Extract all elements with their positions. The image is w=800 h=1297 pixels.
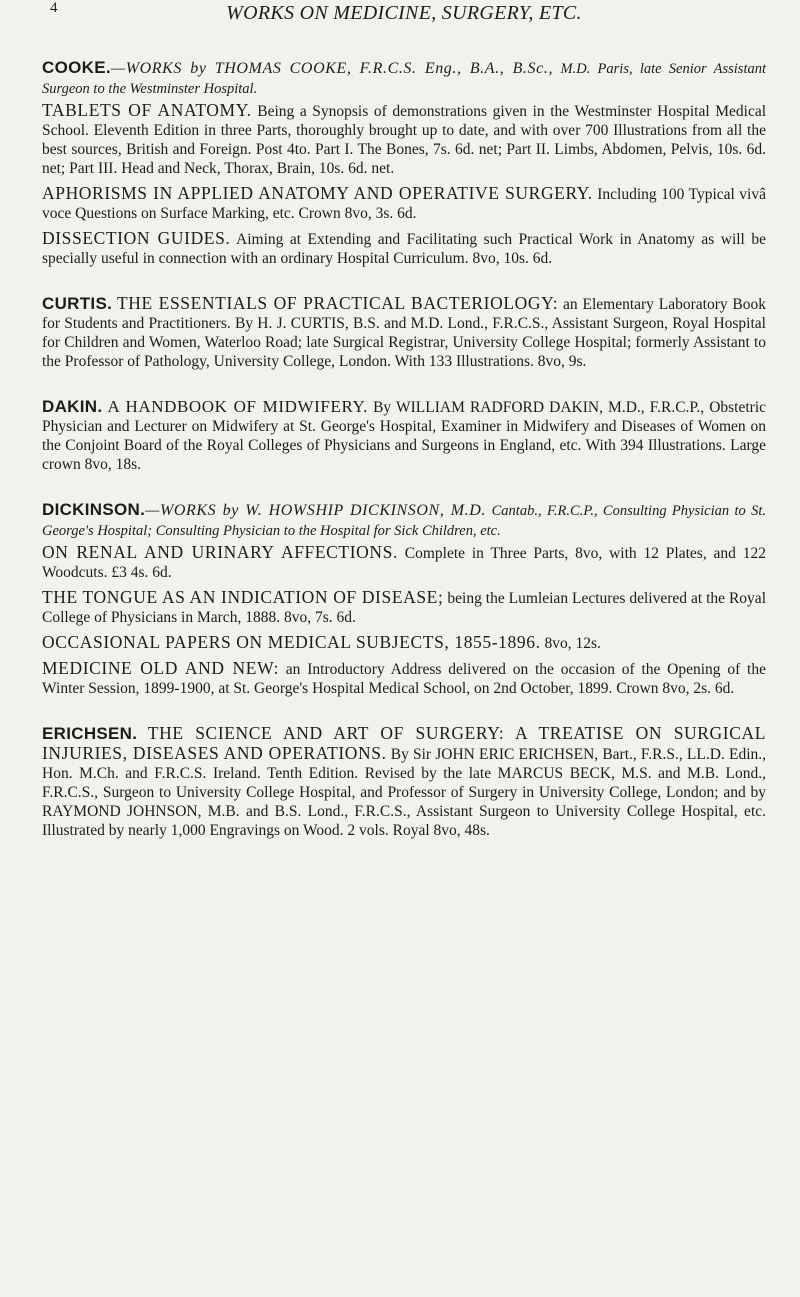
catalogue-entry-dickinson [42, 500, 766, 698]
work-title: TABLETS OF ANATOMY. [42, 100, 252, 120]
work-description: an Introductory Address delivered on the occasion of the Opening of the Winter Session, 1899-1900, at St. George's Hospital Medical School, on 2nd October, 1899. Crown 8vo, 2s. 6d. [42, 661, 766, 697]
entry-heading [42, 500, 766, 541]
works-heading: —WORKS by W. HOWSHIP DICKINSON, M.D. [145, 502, 487, 519]
work-description: being the Lumleian Lectures delivered at the Royal College of Physicians in March, 1888. 8vo, 7s. 6d. [42, 590, 766, 626]
work-title: OCCASIONAL PAPERS ON MEDICAL SUBJECTS, 1855-1896. [42, 632, 541, 652]
author-name: DAKIN. [42, 397, 103, 416]
work-description: an Elementary Laboratory Book for Students and Practitioners. By H. J. CURTIS, B.S. and M.D. Lond., F.R.C.S., Assistant Surgeon, Royal Hospital for Children and Women, Waterloo Road; late Surgical Registrar, University College Hospital; formerly Assistant to the Professor of Pathology, University College, London. With 133 Illustrations. 8vo, 9s. [42, 296, 767, 370]
author-credentials: Cantab., F.R.C.P., Consulting Physician to St. George's Hospital; Consulting Physician to the Hospital for Sick Children, etc. [42, 503, 766, 539]
page-number: 4 [50, 0, 58, 16]
work-title: MEDICINE OLD AND NEW: [42, 658, 279, 678]
work-title: THE SCIENCE AND ART OF SURGERY: A TREATISE ON SURGICAL INJURIES, DISEASES AND OPERATIONS. [42, 723, 766, 763]
work-item [42, 659, 766, 698]
work-title: A HANDBOOK OF MIDWIFERY. [107, 397, 368, 416]
entry-heading [42, 58, 766, 99]
work-title: ON RENAL AND URINARY AFFECTIONS. [42, 542, 398, 562]
author-name: ERICHSEN. [42, 724, 138, 743]
works-heading: —WORKS by THOMAS COOKE, F.R.C.S. Eng., B.A., B.Sc., [110, 60, 554, 77]
entry-heading [42, 294, 766, 371]
running-title: WORKS ON MEDICINE, SURGERY, ETC. [226, 2, 582, 24]
work-title: DISSECTION GUIDES. [42, 228, 231, 248]
author-credentials: M.D. Paris, late Senior Assistant Surgeon to the Westminster Hospital. [42, 61, 766, 97]
work-description: Being a Synopsis of demonstrations given in the Westminster Hospital Medical School. Eleventh Edition in three Parts, thoroughly brought up to date, and with over 700 Illustrations from all the best sources, British and Foreign. Post 4to. Part I. The Bones, 7s. 6d. net; Part II. Limbs, Abdomen, Pelvis, 10s. 6d. net; Part III. Head and Neck, Thorax, Brain, 10s. 6d. net. [42, 103, 767, 177]
catalogue-entry-cooke [42, 58, 766, 268]
author-name: DICKINSON. [42, 500, 146, 519]
work-description: By Sir JOHN ERIC ERICHSEN, Bart., F.R.S., LL.D. Edin., Hon. M.Ch. and F.R.C.S. Ireland. Tenth Edition. Revised by the late MARCUS BECK, M.S. and M.B. Lond., F.R.C.S., Surgeon to University College Hospital, and Professor of Surgery in University College, London; and by RAYMOND JOHNSON, M.B. and B.S. Lond., F.R.C.S., Assistant Surgeon to University College Hospital, etc. Illustrated by nearly 1,000 Engravings on Wood. 2 vols. Royal 8vo, 48s. [42, 746, 767, 839]
author-name: COOKE. [42, 58, 111, 77]
work-description: 8vo, 12s. [544, 635, 601, 652]
catalogue-entry-erichsen [42, 724, 766, 840]
work-description: By WILLIAM RADFORD DAKIN, M.D., F.R.C.P., Obstetric Physician and Lecturer on Midwifery at St. George's Hospital, Examiner in Midwifery and Diseases of Women on the Conjoint Board of the Royal Colleges of Physicians and Surgeons in England, etc. With 394 Illustrations. Large crown 8vo, 18s. [42, 399, 767, 473]
work-item [42, 543, 766, 582]
work-description: Aiming at Extending and Facilitating such Practical Work in Anatomy as will be specially useful in connection with an ordinary Hospital Curriculum. 8vo, 10s. 6d. [42, 231, 766, 267]
page-header [42, 0, 766, 58]
work-description: Including 100 Typical vivâ voce Questions on Surface Marking, etc. Crown 8vo, 3s. 6d. [42, 186, 766, 222]
work-item [42, 633, 766, 653]
work-title: APHORISMS IN APPLIED ANATOMY AND OPERATIVE SURGERY. [42, 183, 593, 203]
work-item [42, 588, 766, 627]
work-title: THE ESSENTIALS OF PRACTICAL BACTERIOLOGY: [116, 293, 559, 313]
work-item [42, 229, 766, 268]
work-title: THE TONGUE AS AN INDICATION OF DISEASE; [42, 587, 444, 607]
work-item [42, 101, 766, 178]
catalogue-entry-dakin [42, 397, 766, 474]
work-item [42, 184, 766, 223]
entry-heading [42, 397, 766, 474]
work-description: Complete in Three Parts, 8vo, with 12 Plates, and 122 Woodcuts. £3 4s. 6d. [42, 545, 766, 581]
author-name: CURTIS. [42, 294, 113, 313]
catalogue-entry-curtis [42, 294, 766, 371]
entry-heading [42, 724, 766, 840]
